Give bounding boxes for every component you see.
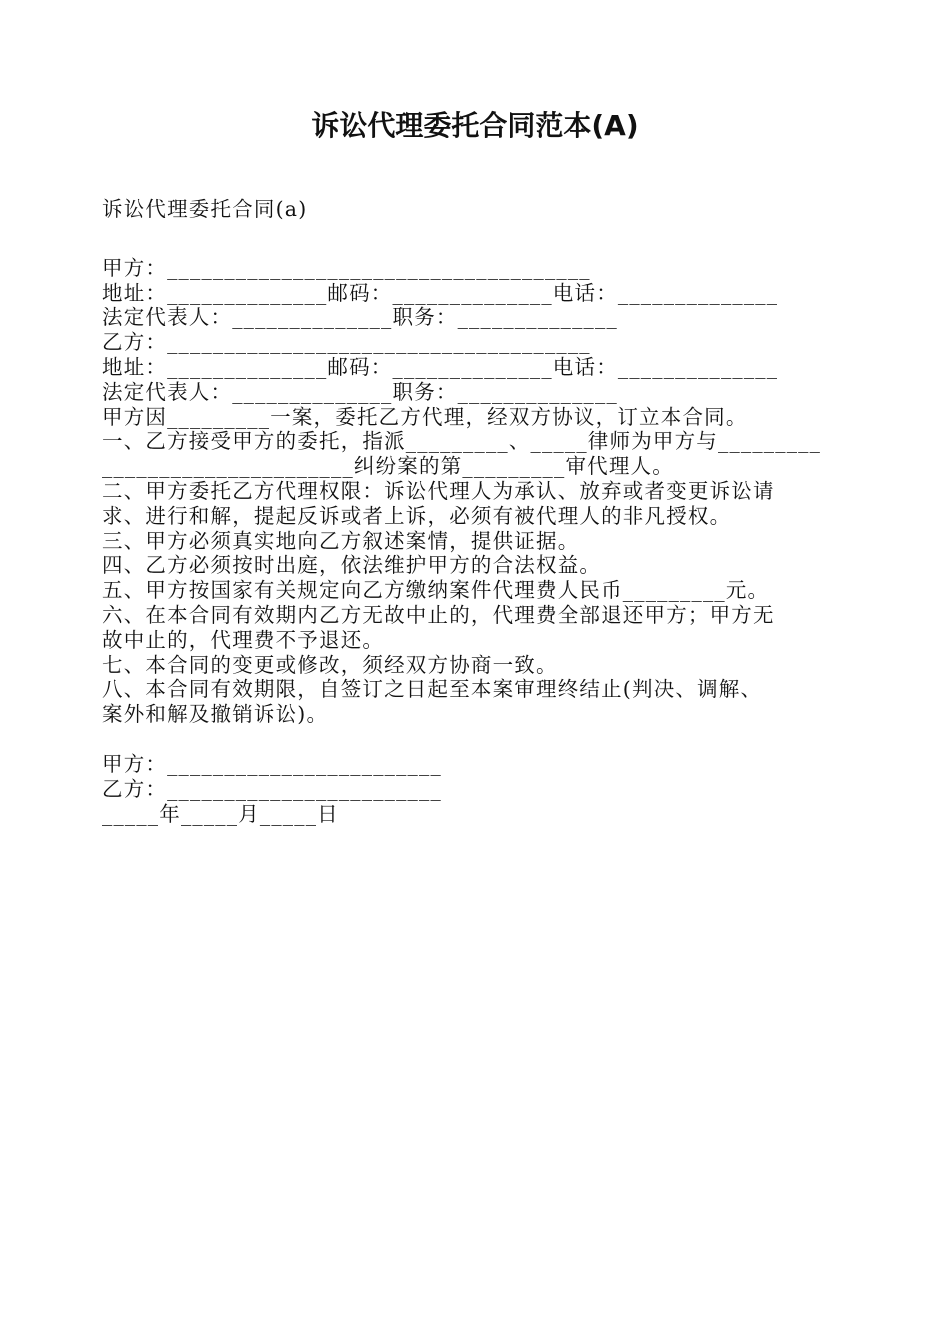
- clause-line: 八、本合同有效期限，自签订之日起至本案审理终结止(判决、调解、: [102, 677, 763, 702]
- party-a-line: 甲方：_____________________________________: [102, 255, 591, 280]
- signature-party-b: 乙方：________________________: [102, 776, 442, 801]
- signature-date: _____年_____月_____日: [102, 801, 339, 826]
- clause-line: 甲方因_________一案，委托乙方代理，经双方协议，订立本合同。: [102, 404, 748, 429]
- clause-line: 四、乙方必须按时出庭，依法维护甲方的合法权益。: [102, 553, 602, 578]
- party-b-address-line: 地址：______________邮码：______________电话：______________: [102, 354, 779, 379]
- party-a-address-line: 地址：______________邮码：______________电话：______________: [102, 280, 779, 305]
- clause-line: 三、甲方必须真实地向乙方叙述案情，提供证据。: [102, 528, 580, 553]
- clause-line: ______________________纠纷案的第_________审代理人。: [102, 454, 674, 479]
- clause-line: 五、甲方按国家有关规定向乙方缴纳案件代理费人民币_________元。: [102, 578, 770, 603]
- party-a-representative-line: 法定代表人：______________职务：______________: [102, 305, 618, 330]
- clause-line: 案外和解及撤销诉讼)。: [102, 702, 329, 727]
- clause-line: 六、在本合同有效期内乙方无故中止的，代理费全部退还甲方；甲方无: [102, 602, 775, 627]
- contract-subtitle: 诉讼代理委托合同(a): [102, 197, 308, 221]
- clause-line: 二、甲方委托乙方代理权限：诉讼代理人为承认、放弃或者变更诉讼请: [102, 478, 775, 503]
- clause-line: 故中止的，代理费不予退还。: [102, 627, 385, 652]
- document-body: [102, 197, 862, 826]
- clause-line: 一、乙方接受甲方的委托，指派_________、_____律师为甲方与_________: [102, 429, 822, 454]
- document-title: 诉讼代理委托合同范本(A): [311, 109, 639, 142]
- party-b-line: 乙方：_____________________________________: [102, 330, 591, 355]
- clause-line: 求、进行和解，提起反诉或者上诉，必须有被代理人的非凡授权。: [102, 503, 732, 528]
- signature-party-a: 甲方：________________________: [102, 751, 442, 776]
- clause-line: 七、本合同的变更或修改，须经双方协商一致。: [102, 652, 558, 677]
- party-b-representative-line: 法定代表人：______________职务：______________: [102, 379, 618, 404]
